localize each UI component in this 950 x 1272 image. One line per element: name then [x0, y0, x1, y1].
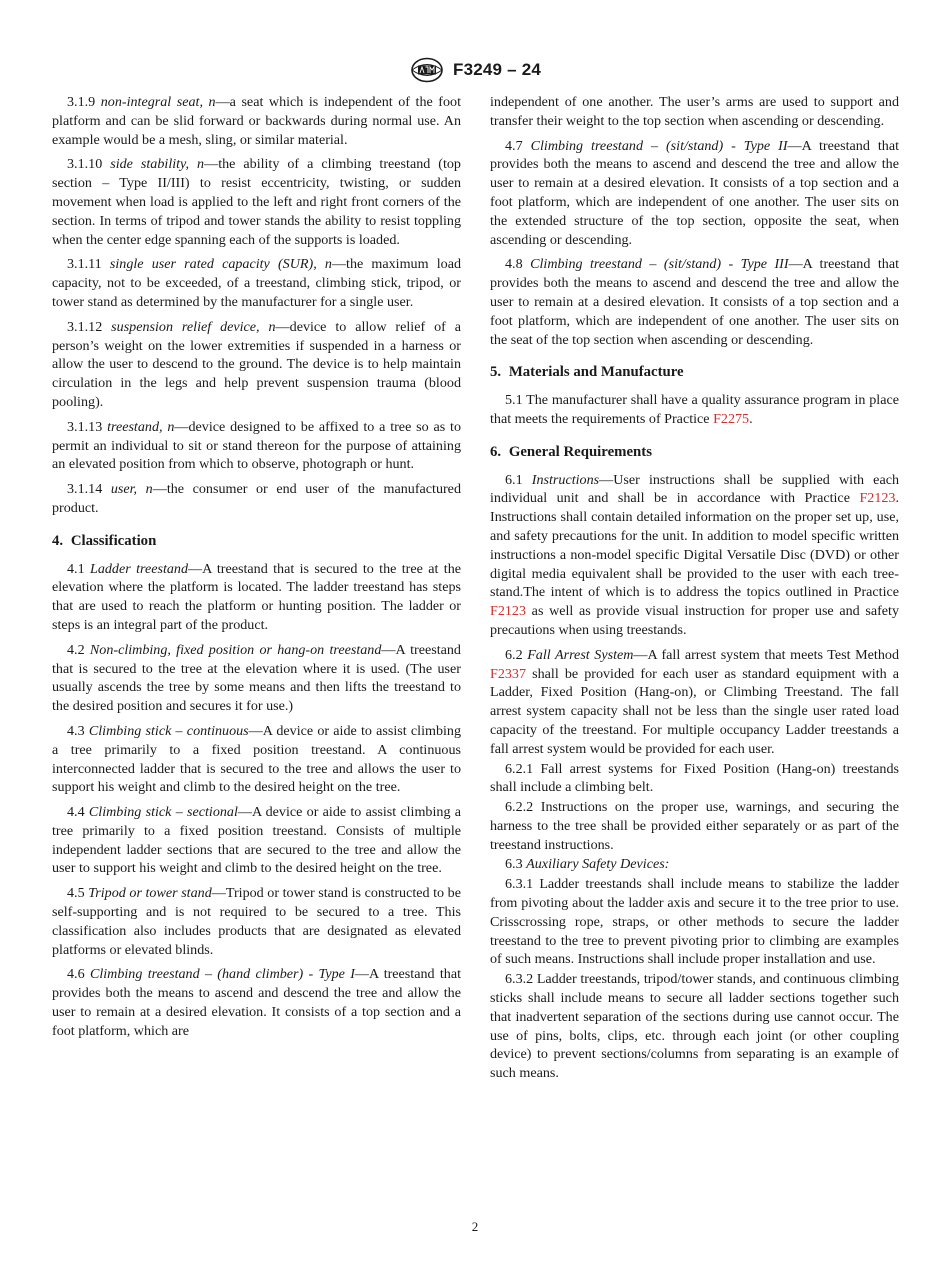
clause-text: —A treestand that is secured to the tree at the elevation where it is used. (The user usually ascends the tree by some means and then lifts the treestand to the desired position and secures it for use.): [52, 641, 461, 715]
defined-term: side stability, n: [110, 156, 205, 173]
paragraph-3-1-11: [52, 255, 461, 311]
clause-term: Ladder treestand: [90, 560, 189, 577]
paragraph-6-2: [490, 646, 899, 759]
clause-number: 3.1.11: [67, 256, 102, 273]
clause-term: Climbing treestand – (sit/stand) - Type II: [530, 137, 788, 154]
document-id: F3249 – 24: [452, 60, 541, 79]
clause-term: Climbing stick – continuous: [88, 722, 249, 739]
clause-text: Ladder treestands, tripod/tower stands, and continuous climbing sticks shall include means to secure all ladder sections together such that inadvertent separation of the sections during use cannot occur. The use of pins, bolts, clips, etc. through each joint (or other coupling device) to prevent sections/columns from separating is an example of such means.: [490, 971, 899, 1082]
clause-text-end: .: [749, 410, 753, 427]
clause-number: 3.1.14: [67, 481, 103, 498]
clause-text: shall be provided for each user as standard equipment with a Ladder, Fixed Position (Hang-on), or Climbing Treestand. The fall arrest system capacity shall not be less than the single user rated load capacity of the treestand. For multiple occupancy Ladder treestands a fall arrest system would be provided for each user.: [490, 665, 899, 757]
paragraph-3-1-10: [52, 155, 461, 249]
clause-term: Auxiliary Safety Devices:: [526, 856, 670, 873]
clause-number: 6.3.2: [505, 971, 534, 988]
paragraph-6-2-1: [490, 760, 899, 798]
left-column: [52, 93, 461, 1047]
paragraph-4-4: [52, 803, 461, 878]
clause-number: 3.1.12: [67, 318, 103, 335]
paragraph-4-5: [52, 884, 461, 959]
clause-term: Non-climbing, fixed position or hang-on treestand: [89, 641, 382, 658]
clause-term: Climbing treestand – (sit/stand) - Type III: [530, 256, 789, 273]
clause-text: —A treestand that provides both the means to ascend and descend the tree and allow the user to remain at a desired elevation. It consists of a top section and a foot platform, which are independent of one another. The user sits on the seat of the top section when ascending or descending.: [490, 256, 899, 348]
clause-term: Fall Arrest System: [527, 646, 634, 663]
clause-text: —User instructions shall be supplied with each individual unit and shall be in accordance with Practice: [490, 471, 899, 507]
paragraph-6-3-1: [490, 875, 899, 969]
section-number: 4.: [52, 532, 64, 549]
clause-number: 6.1: [505, 471, 523, 488]
clause-text: —A treestand that is secured to the tree at the elevation where the platform is located. The ladder treestand has steps that are used to reach the platform or hunting position. The ladder or steps is an integral part of the product.: [52, 560, 461, 633]
section-heading-classification: [52, 532, 461, 551]
clause-number: 4.4: [67, 804, 85, 821]
clause-term: Tripod or tower stand: [88, 885, 212, 902]
astm-logo-icon: [409, 57, 445, 83]
clause-number: 3.1.9: [67, 94, 96, 110]
defined-term: single user rated capacity (SUR), n: [109, 256, 332, 273]
clause-text: —A device or aide to assist climbing a tree primarily to a fixed position treestand. A continuous interconnected ladder that is secured to the tree and allows the user to support his weight and climb to the desired height on the tree.: [52, 722, 462, 796]
clause-text: —the consumer or end user of the manufactured product.: [52, 481, 461, 516]
defined-term: treestand, n: [107, 418, 175, 435]
paragraph-4-8: [490, 255, 899, 349]
clause-term: Instructions: [531, 471, 600, 488]
paragraph-3-1-12: [52, 318, 461, 412]
clause-text: —device designed to be affixed to a tree so as to permit an individual to sit or stand thereon for the purpose of attaining an elevated position from which to observe, photograph or hunt.: [52, 418, 461, 473]
clause-number: 4.3: [67, 722, 85, 739]
page-header: [0, 56, 950, 84]
clause-number: 6.2.2: [505, 799, 534, 816]
clause-number: 4.8: [505, 256, 523, 273]
clause-text: Ladder treestands shall include means to stabilize the ladder from pivoting about the ladder axis and secure it to the tree prior to use. Crisscrossing rope, straps, or other methods to secure the ladder treestand to the tree to prevent pivoting prior to climbing are examples of such means. Instructions shall include proper installation and use.: [490, 876, 899, 968]
clause-number: 6.3.1: [505, 876, 534, 893]
clause-number: 5.1: [505, 392, 523, 409]
clause-number: 4.6: [67, 966, 85, 983]
paragraph-4-1: [52, 560, 461, 635]
clause-text: —A treestand that provides both the means to ascend and descend the tree and allow the user to remain at a desired elevation. It consists of a top section and a foot platform, which are independent of one another. The user sits on the extended structure of the top section, opposite the seat, when ascending or descending.: [490, 137, 899, 248]
section-heading-general-requirements: [490, 443, 899, 462]
paragraph-4-7: [490, 137, 899, 250]
paragraph-4-3: [52, 722, 461, 797]
clause-text: —A device or aide to assist climbing a tree primarily to a fixed position treestand. Consists of multiple independent ladder sections that are secured to the tree and allow the user to support his weight and climb to the desired height on the tree.: [52, 804, 461, 877]
section-title: Materials and Manufacture: [508, 364, 684, 381]
clause-text: —A fall arrest system that meets Test Method: [633, 646, 899, 663]
clause-number: 6.2: [505, 646, 523, 663]
clause-number: 3.1.13: [67, 418, 103, 435]
clause-number: 4.1: [67, 560, 85, 577]
paragraph-6-1: [490, 471, 899, 640]
clause-text: . Instructions shall contain detailed information on the proper set up, use, and safety precautions for the unit. In addition to model specific written instructions a non-model specific Digital Versatile Disc (DVD) or other digital media equivalent shall be provided to the user with each treestand.The intent of which is to address the topics outlined in Practice: [490, 490, 899, 601]
section-heading-materials: [490, 363, 899, 382]
page-number: 2: [471, 1219, 479, 1234]
defined-term: non-integral seat, n: [100, 94, 216, 110]
clause-text: as well as provide visual instruction for proper use and safety precautions when using treestands.: [490, 603, 899, 638]
paragraph-4-6: [52, 965, 461, 1040]
reference-link-f2123[interactable]: F2123: [859, 490, 896, 507]
clause-number: 3.1.10: [67, 156, 103, 173]
defined-term: user, n: [110, 481, 153, 498]
clause-number: 4.5: [67, 885, 85, 902]
reference-link-f2337[interactable]: F2337: [490, 665, 527, 682]
section-title: Classification: [70, 532, 157, 549]
paragraph-6-2-2: [490, 798, 899, 854]
paragraph-4-2: [52, 641, 461, 716]
clause-term: Climbing treestand – (hand climber) - Type I: [89, 966, 355, 983]
paragraph-6-3-2: [490, 970, 899, 1083]
clause-text: Fall arrest systems for Fixed Position (Hang-on) treestands shall include a climbing belt.: [490, 760, 900, 796]
clause-number: 4.2: [67, 641, 85, 658]
section-number: 6.: [490, 443, 502, 460]
right-column: [490, 93, 899, 1084]
paragraph-3-1-14: [52, 480, 461, 518]
section-number: 5.: [490, 364, 502, 381]
paragraph-3-1-9: [52, 93, 461, 149]
defined-term: suspension relief device, n: [111, 318, 276, 335]
clause-text: Instructions on the proper use, warnings, and securing the harness to the tree shall be provided either separately or as part of the treestand instructions.: [490, 799, 899, 853]
clause-text: —A treestand that provides both the means to ascend and descend the tree and allow the user to remain at a desired elevation. It consists of a top section and a foot platform, which are: [52, 966, 462, 1039]
section-title: General Requirements: [508, 443, 652, 460]
clause-text: The manufacturer shall have a quality assurance program in place that meets the requirements of Practice: [490, 392, 899, 427]
paragraph-4-6-continued: independent of one another. The user’s arms are used to support and transfer their weight to the top section when ascending or descending.: [490, 94, 899, 129]
paragraph-5-1: [490, 391, 899, 429]
clause-number: 4.7: [505, 137, 523, 154]
reference-link-f2123[interactable]: F2123: [490, 603, 527, 620]
clause-term: Climbing stick – sectional: [88, 804, 238, 821]
clause-number: 6.2.1: [505, 760, 534, 777]
clause-text: —device to allow relief of a person’s weight on the lower extremities if suspended in a harness or allow the user to descend to the ground. The device is to help maintain circulation in the legs and help prevent suspension trauma (blood pooling).: [52, 318, 461, 410]
paragraph-3-1-13: [52, 418, 461, 474]
reference-link-f2275[interactable]: F2275: [713, 410, 750, 427]
paragraph-6-3: [490, 855, 899, 874]
clause-text: —Tripod or tower stand is constructed to be self-supporting and is not required to be secured to a tree. This classification also includes products that are designated as elevated platforms or elevated blinds.: [52, 885, 461, 958]
clause-text: —the ability of a climbing treestand (top section – Type II/III) to resist eccentricity, twisting, or sudden movement when load is applied to the left and right front corners of the section. In terms of tripod and tower stands the ability to resist toppling when the center edge spanning each of the supports is loaded.: [52, 156, 461, 248]
clause-text: —the maximum load capacity, not to be exceeded, of a treestand, climbing stick, tripod, or tower stand as determined by the manufacturer for a single user.: [52, 256, 461, 310]
clause-number: 6.3: [505, 856, 523, 873]
clause-text: —a seat which is independent of the foot platform and can be slid forward or backwards during normal use. An example would be a mesh, sling, or similar material.: [52, 94, 461, 148]
